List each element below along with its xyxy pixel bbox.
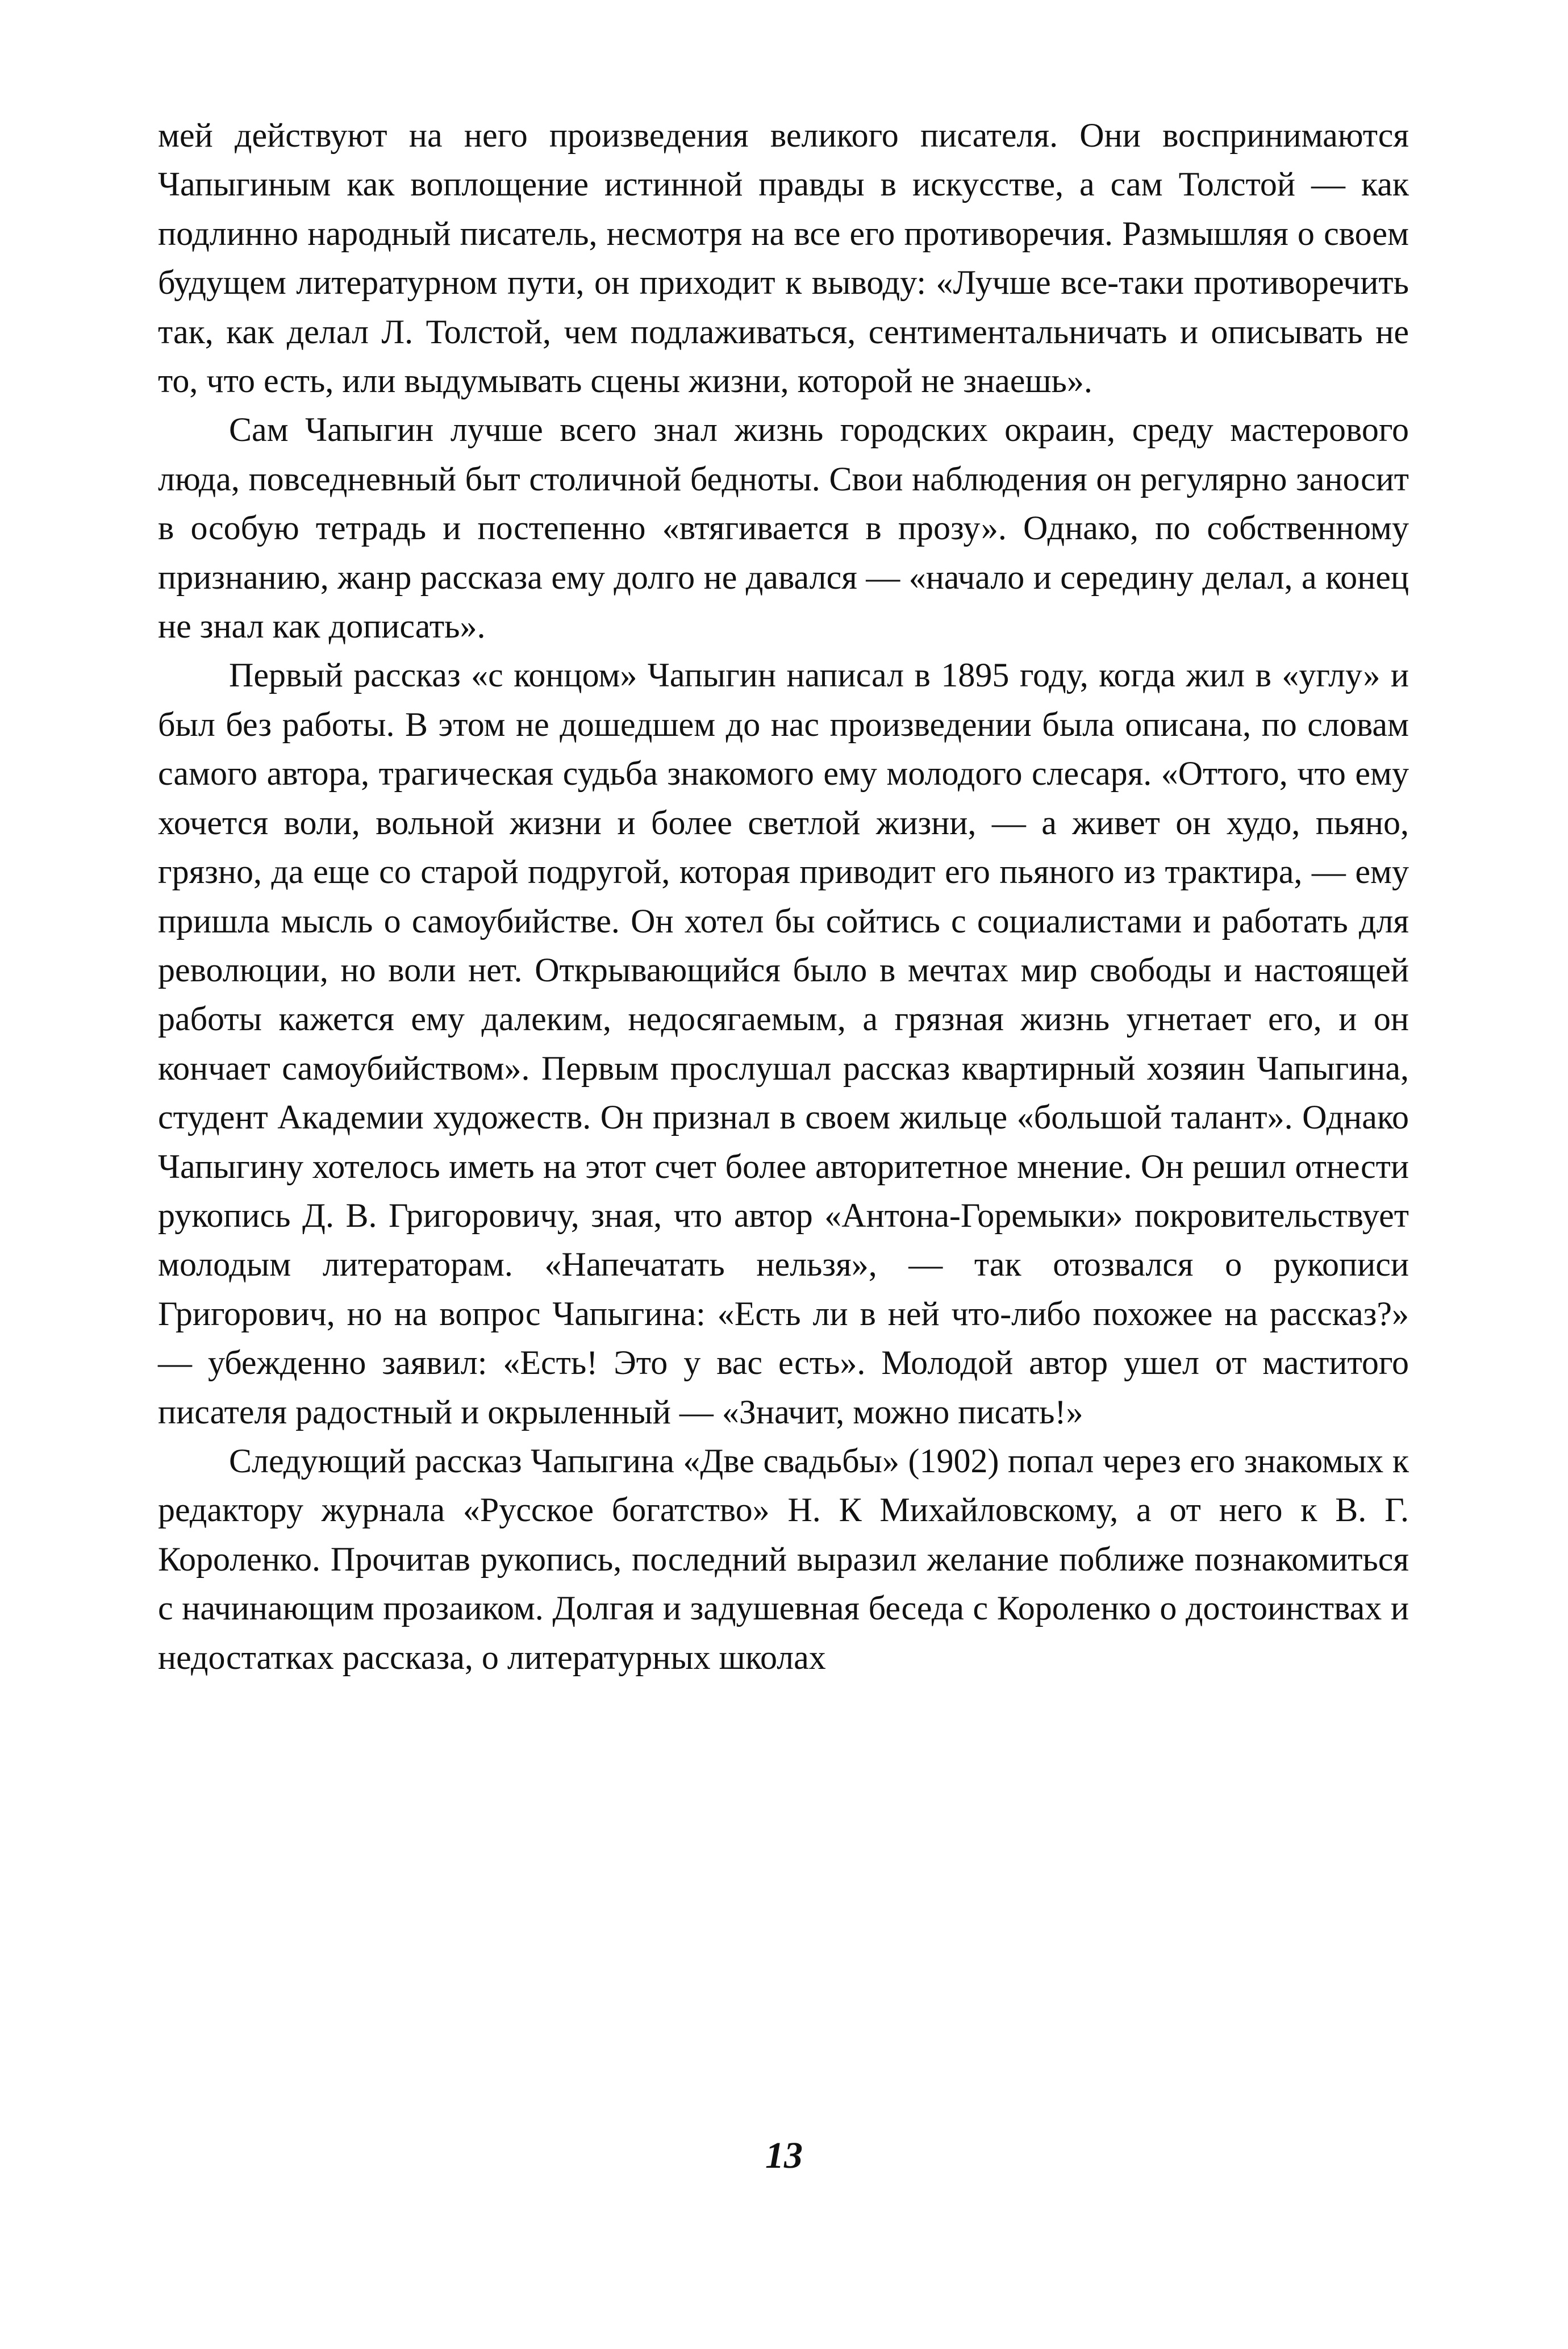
body-text xyxy=(158,111,1409,1682)
paragraph-1: мей действуют на него произведения великого писателя. Они воспринимаются Чапыгиным как воплощение истинной правды в искусстве, а сам Толстой — как подлинно народный писатель, несмотря на все его противоречия. Размышляя о своем будущем литературном пути, он приходит к выводу: «Лучше все-таки противоречить так, как делал Л. Толстой, чем подлаживаться, сентиментальничать и описывать не то, что есть, или выдумывать сцены жизни, которой не знаешь». xyxy=(158,116,1409,400)
paragraph-2: Сам Чапыгин лучше всего знал жизнь городских окраин, среду мастерового люда, повседневный быт столичной бедноты. Свои наблюдения он регулярно заносит в особую тетрадь и постепенно «втягивается в прозу». Однако, по собственному признанию, жанр рассказа ему долго не давался — «начало и середину делал, а конец не знал как дописать». xyxy=(158,411,1409,645)
page-number: 13 xyxy=(765,2135,803,2176)
paragraph-4: Следующий рассказ Чапыгина «Две свадьбы» (1902) попал через его знакомых к редактору журнала «Русское богатство» Н. К Михайловскому, а от него к В. Г. Короленко. Прочитав рукопись, последний выразил желание поближе познакомиться с начинающим прозаиком. Долгая и задушевная беседа с Короленко о достоинствах и недостатках рассказа, о литературных школах xyxy=(158,1442,1409,1676)
paragraph-3: Первый рассказ «с концом» Чапыгин написал в 1895 году, когда жил в «углу» и был без работы. В этом не дошедшем до нас произведении была описана, по словам самого автора, трагическая судьба знакомого ему молодого слесаря. «Оттого, что ему хочется воли, вольной жизни и более светлой жизни, — а живет он худо, пьяно, грязно, да еще со старой подругой, которая приводит его пьяного из трактира, — ему пришла мысль о самоубийстве. Он хотел бы сойтись с социалистами и работать для революции, но воли нет. Открывающийся было в мечтах мир свободы и настоящей работы кажется ему далеким, недосягаемым, а грязная жизнь угнетает его, и он кончает самоубийством». Первым прослушал рассказ квартирный хозяин Чапыгина, студент Академии художеств. Он признал в своем жильце «большой талант». Однако Чапыгину хотелось иметь на этот счет более авторитетное мнение. Он решил отнести рукопись Д. В. Григоровичу, зная, что автор «Антона-Горемыки» покровительствует молодым литераторам. «Напечатать нельзя», — так отозвался о рукописи Григорович, но на вопрос Чапыгина: «Есть ли в ней что-либо похожее на рассказ?» — убежденно заявил: «Есть! Это у вас есть». Молодой автор ушел от маститого писателя радостный и окрыленный — «Значит, можно писать!» xyxy=(158,656,1409,1431)
